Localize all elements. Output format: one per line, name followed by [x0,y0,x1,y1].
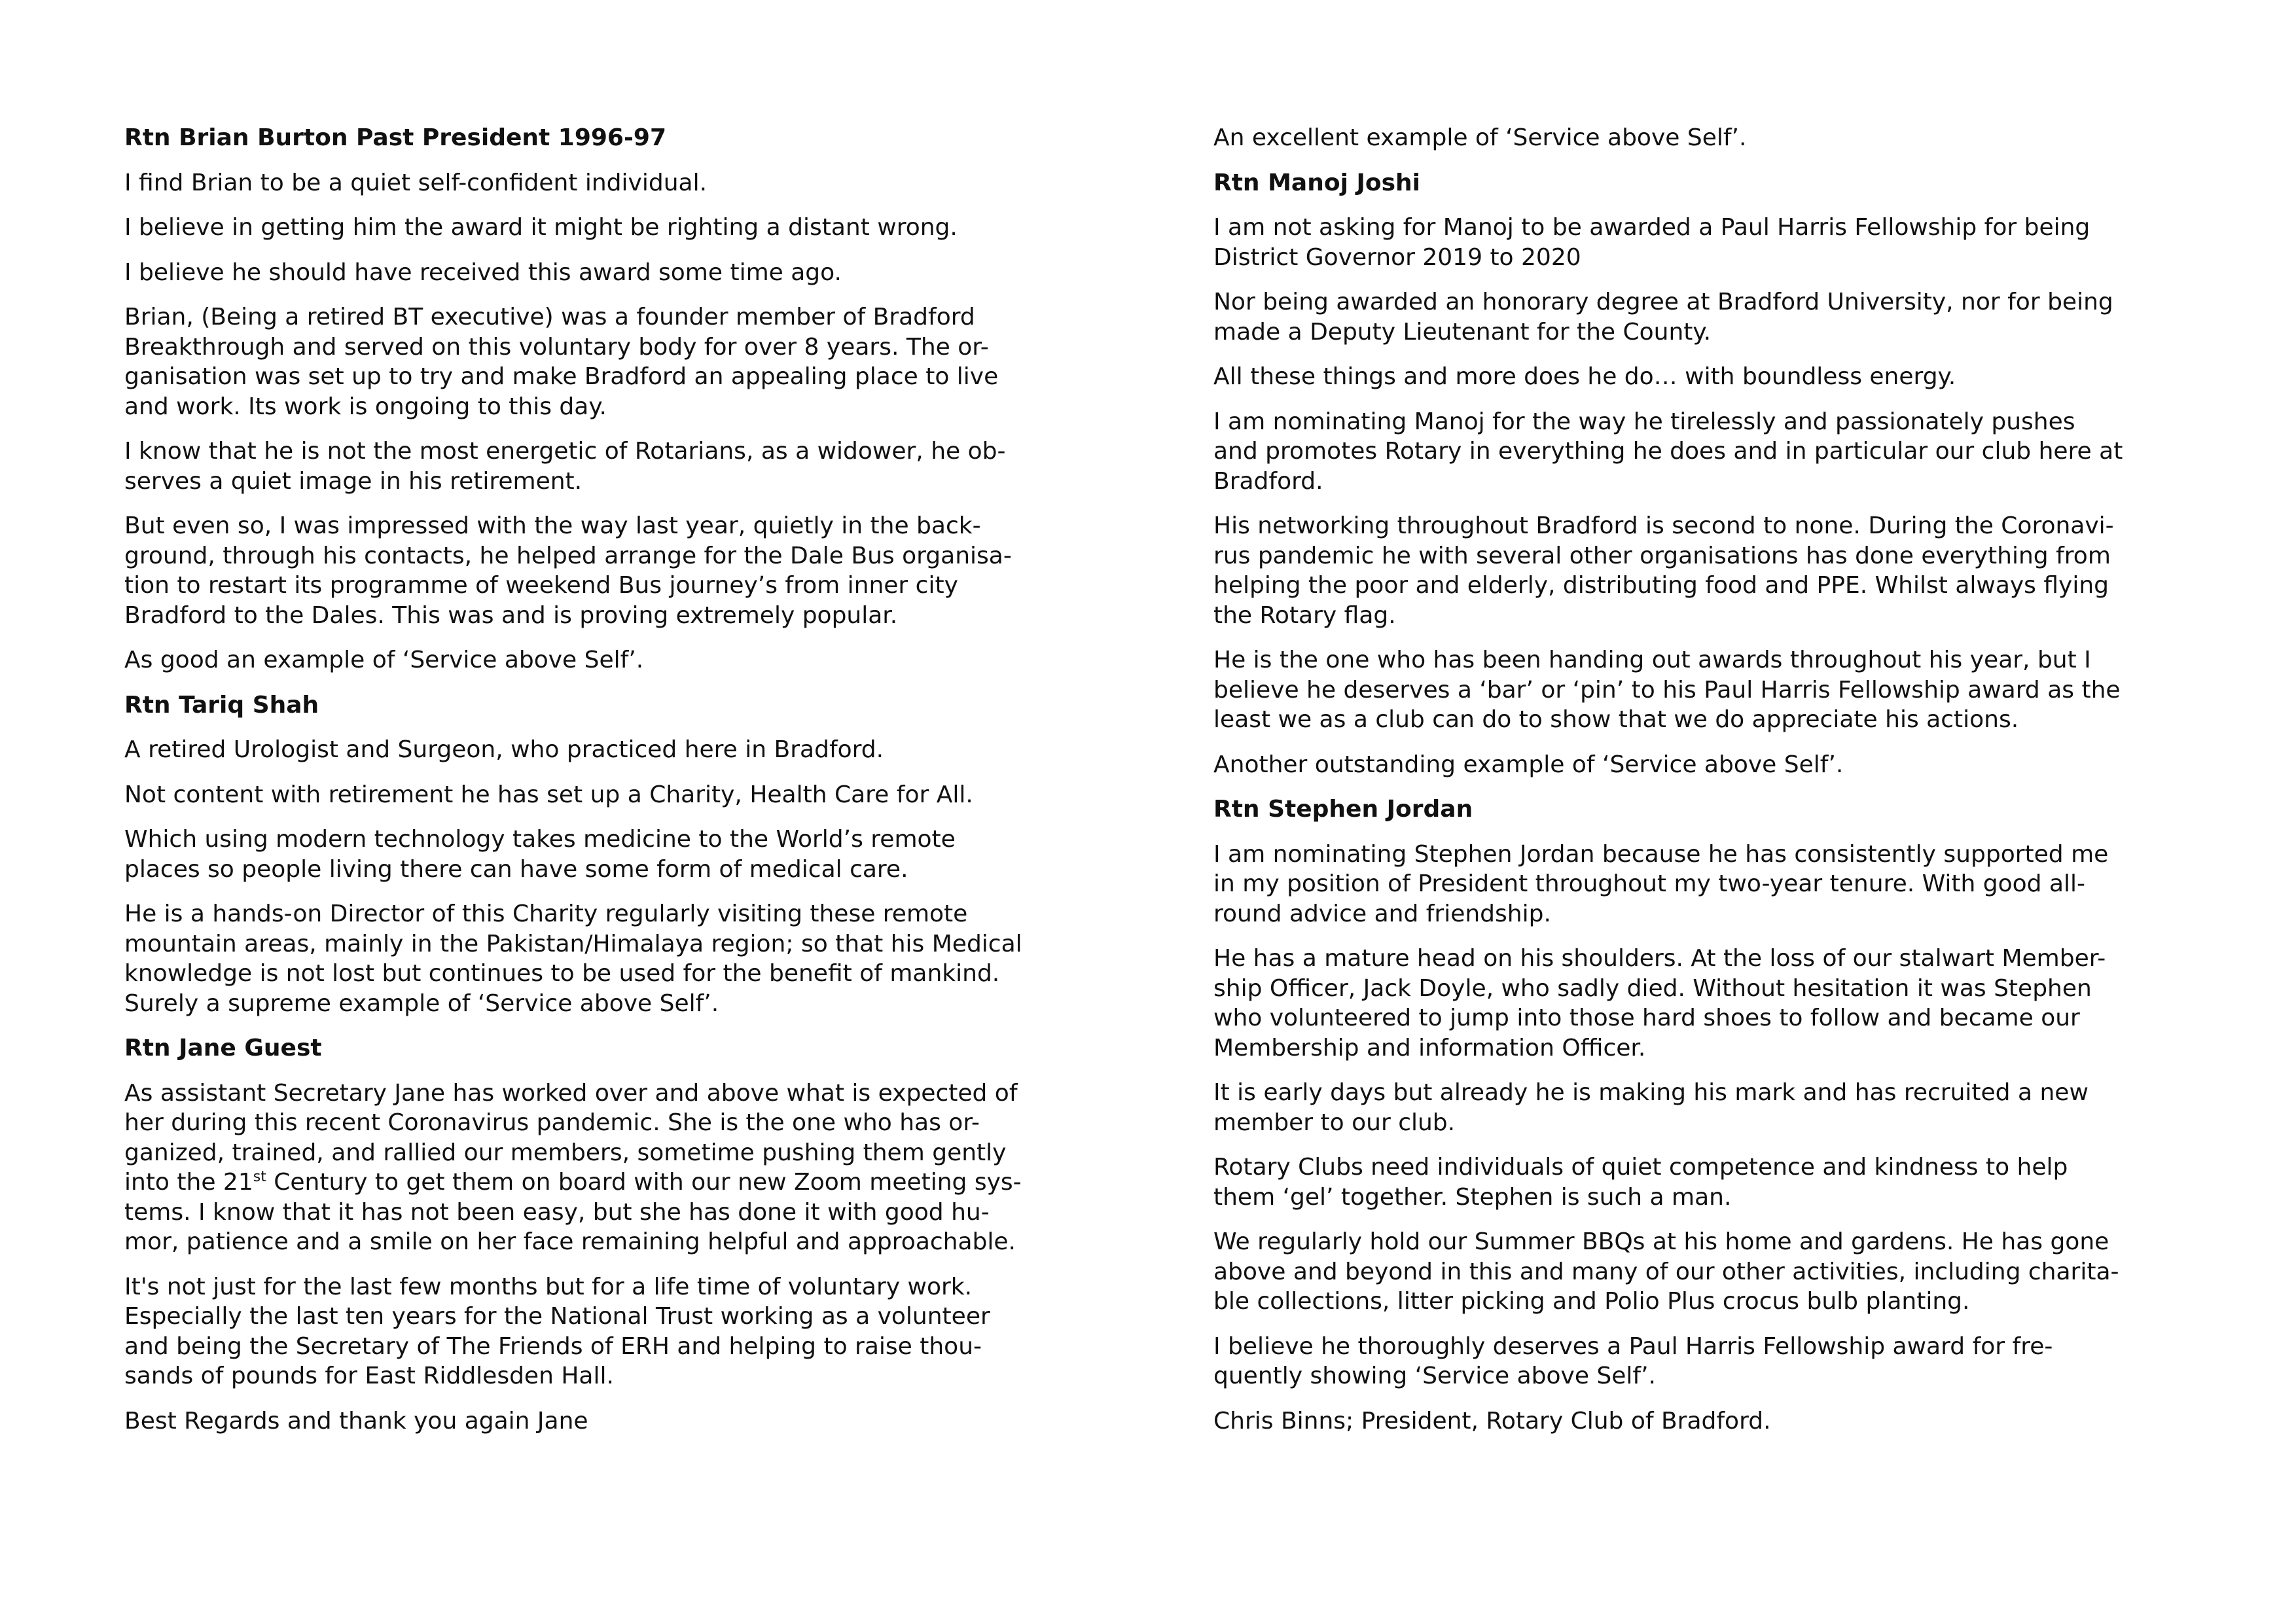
paragraph: His networking throughout Bradford is second to none. During the Coronavi- rus pandemic he with several other organisations has done everything from helping the poor and elderly, distributing food and PPE. Whilst always flying the Rotary flag. [1213,512,2114,629]
closing-line: Best Regards and thank you again Jane [124,1407,588,1435]
paragraph: It is early days but already he is making his mark and has recruited a new member to our club. [1213,1079,2089,1136]
heading-jane-guest: Rtn Jane Guest [124,1035,322,1061]
paragraph: A retired Urologist and Surgeon, who practiced here in Bradford. [124,736,884,763]
paragraph: I believe he should have received this award some time ago. [124,259,842,286]
superscript-ordinal: st [253,1169,266,1185]
heading-brian-burton: Rtn Brian Burton Past President 1996-97 [124,124,666,151]
heading-tariq-shah: Rtn Tariq Shah [124,691,319,719]
paragraph: I believe in getting him the award it might be righting a distant wrong. [124,214,958,241]
signature-line: Chris Binns; President, Rotary Club of Bradford. [1213,1407,1771,1435]
right-column [1213,123,2189,1451]
paragraph: He is the one who has been handing out awards throughout his year, but I believe he deserves a ‘bar’ or ‘pin’ to his Paul Harris Fellowship award as the least we as a club can do to show that we do appreciate his actions. [1213,647,2121,733]
paragraph: All these things and more does he do… with boundless energy. [1213,363,1956,390]
paragraph: He is a hands-on Director of this Charity regularly visiting these remote mountain areas, mainly in the Pakistan/Himalaya region; so that his Medical knowledge is not lost but continues to be used for the benefit of mankind. Surely a supreme example of ‘Service above Self’. [124,901,1022,1017]
paragraph: Nor being awarded an honorary degree at Bradford University, nor for being made a Deputy Lieutenant for the County. [1213,289,2113,346]
heading-manoj-joshi: Rtn Manoj Joshi [1213,169,1420,196]
paragraph: I am nominating Stephen Jordan because he has consistently supported me in my position of President throughout my two-year tenure. With good all- round advice and friendship. [1213,840,2109,927]
paragraph: Brian, (Being a retired BT executive) was a founder member of Bradford Breakthrough and served on this voluntary body for over 8 years. The or- ganisation was set up to try and make Bradford an appealing place to live and work. Its work is ongoing to this day. [124,304,999,420]
paragraph: I find Brian to be a quiet self-confident individual. [124,169,708,196]
paragraph: Not content with retirement he has set up a Charity, Health Care for All. [124,781,973,808]
paragraph: I know that he is not the most energetic of Rotarians, as a widower, he ob- serves a quiet image in his retirement. [124,438,1006,495]
paragraph: As good an example of ‘Service above Self’. [124,647,644,673]
paragraph: I believe he thoroughly deserves a Paul Harris Fellowship award for fre- quently showing ‘Service above Self’. [1213,1332,2053,1389]
paragraph: Another outstanding example of ‘Service above Self’. [1213,751,1844,778]
paragraph: I am not asking for Manoj to be awarded a Paul Harris Fellowship for being District Governor 2019 to 2020 [1213,214,2090,271]
paragraph: Rotary Clubs need individuals of quiet competence and kindness to help them ‘gel’ together. Stephen is such a man. [1213,1154,2068,1211]
paragraph: Which using modern technology takes medicine to the World’s remote places so people living there can have some form of medical care. [124,826,956,883]
paragraph: It's not just for the last few months but for a life time of voluntary work. Especially the last ten years for the National Trust working as a volunteer and being the Secretary of The Friends of ERH and helping to raise thou- sands of pounds for East Riddlesden Hall. [124,1273,990,1389]
left-column [124,123,1100,1451]
paragraph: We regularly hold our Summer BBQs at his home and gardens. He has gone above and beyond in this and many of our other activities, including charita- ble collections, litter picking and Polio Plus crocus bulb planting. [1213,1228,2119,1315]
paragraph: He has a mature head on his shoulders. At the loss of our stalwart Member- ship Officer, Jack Doyle, who sadly died. Without hesitation it was Stephen who volunteered to jump into those hard shoes to follow and became our Membership and information Officer. [1213,945,2106,1061]
paragraph-with-superscript [124,1079,1100,1257]
paragraph: But even so, I was impressed with the way last year, quietly in the back- ground, through his contacts, he helped arrange for the Dale Bus organisa- tion to restart its programme of weekend Bus journey’s from inner city Bradford to the Dales. This was and is proving extremely popular. [124,512,1012,629]
paragraph: I am nominating Manoj for the way he tirelessly and passionately pushes and promotes Rotary in everything he does and in particular our club here at Bradford. [1213,408,2123,495]
paragraph: An excellent example of ‘Service above Self’. [1213,124,1747,151]
heading-stephen-jordan: Rtn Stephen Jordan [1213,796,1473,823]
paragraph-text-before: As assistant Secretary Jane has worked over and above what is expected of her during this recent Coronavirus pandemic. She is the one who has or- ganized, trained, and rallied our members, sometime pushing them gently into the 21 [124,1079,1018,1196]
paragraph-text-after: Century to get them on board with our new Zoom meeting sys- tems. I know that it has not been easy, but she has done it with good hu- mor, patience and a smile on her face remaining helpful and approachable. [124,1169,1022,1255]
